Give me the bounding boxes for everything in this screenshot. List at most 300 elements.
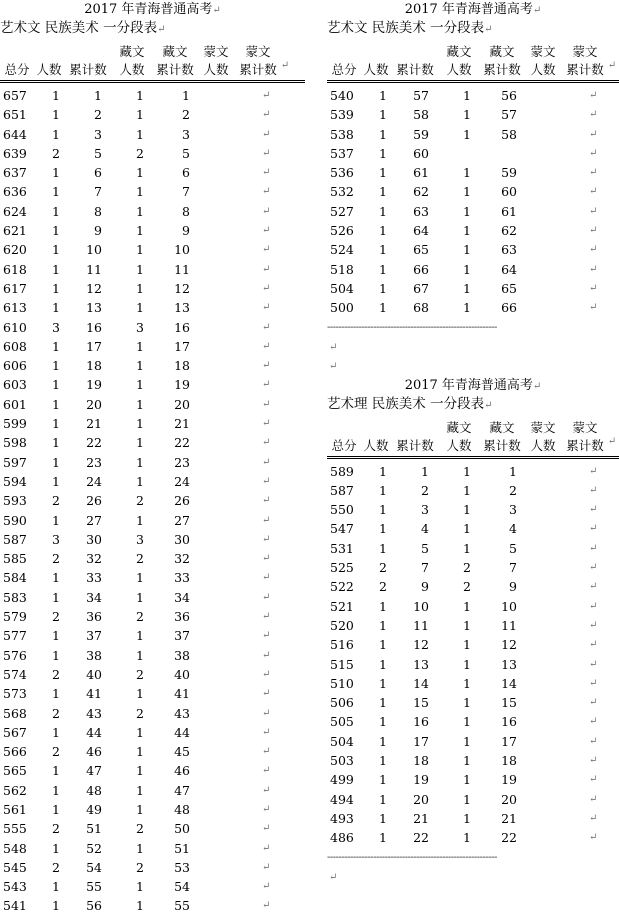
cell-tibetan-count: 1	[136, 203, 144, 219]
table-row	[327, 519, 619, 538]
cell-total-score: 566	[3, 744, 27, 760]
cell-count: 2	[52, 609, 60, 625]
cell-total-score: 590	[3, 512, 27, 528]
table-row	[0, 298, 305, 317]
cell-tibetan-cumulative: 44	[174, 724, 190, 740]
cell-count: 1	[52, 223, 60, 239]
cell-count: 1	[52, 377, 60, 393]
paragraph-mark: ↵	[589, 677, 598, 689]
paragraph-mark: ↵	[589, 755, 598, 767]
paragraph-mark: ↵	[262, 591, 271, 603]
cell-tibetan-cumulative: 34	[174, 589, 190, 605]
cell-tibetan-cumulative: 19	[501, 772, 517, 788]
table-body	[327, 462, 619, 848]
cell-tibetan-cumulative: 41	[174, 686, 190, 702]
table-row	[327, 635, 619, 654]
cell-tibetan-count: 1	[136, 107, 144, 123]
cell-count: 1	[52, 686, 60, 702]
cell-cumulative: 5	[421, 540, 429, 556]
table-row	[0, 819, 305, 838]
paragraph-mark: ↵	[262, 475, 271, 487]
cell-total-score: 494	[330, 791, 354, 807]
cell-cumulative: 8	[94, 203, 102, 219]
cell-total-score: 550	[330, 502, 354, 518]
paragraph-mark: ↵	[589, 600, 598, 612]
cell-total-score: 644	[3, 126, 27, 142]
cell-tibetan-count: 1	[463, 810, 471, 826]
table-row	[0, 626, 305, 645]
header-total-score: 总分	[4, 62, 30, 77]
cell-tibetan-cumulative: 21	[501, 810, 517, 826]
header-mongol-cumulative: 累计数	[566, 62, 604, 77]
cell-cumulative: 16	[86, 319, 102, 335]
header-mongol-cum-top: 蒙文	[572, 44, 598, 59]
table-title: 2017 年青海普通高考↵	[404, 377, 542, 393]
cell-count: 1	[379, 540, 387, 556]
paragraph-mark: ↵	[262, 553, 271, 565]
cell-count: 1	[379, 617, 387, 633]
cell-total-score: 521	[330, 598, 354, 614]
table-row	[0, 163, 305, 182]
cell-tibetan-count: 1	[463, 184, 471, 200]
paragraph-mark: ↵	[262, 128, 271, 140]
table-row	[0, 433, 305, 452]
table-title: 2017 年青海普通高考↵	[84, 2, 221, 17]
cell-cumulative: 13	[86, 300, 102, 316]
cell-tibetan-count: 1	[463, 261, 471, 277]
table-row	[0, 395, 305, 414]
cell-total-score: 567	[3, 724, 27, 740]
header-mongol-count: 人数	[530, 437, 556, 453]
cell-total-score: 486	[330, 830, 354, 846]
cell-cumulative: 17	[413, 733, 429, 749]
cell-total-score: 547	[330, 521, 354, 537]
cell-tibetan-count: 1	[136, 686, 144, 702]
cell-total-score: 506	[330, 695, 354, 711]
paragraph-mark: ↵	[262, 398, 271, 410]
table-row	[327, 674, 619, 693]
cell-tibetan-count: 1	[136, 280, 144, 296]
cell-tibetan-cumulative: 55	[174, 898, 190, 914]
cell-tibetan-cumulative: 14	[501, 675, 517, 691]
cell-tibetan-count: 1	[463, 695, 471, 711]
cell-count: 1	[379, 107, 387, 123]
table-row	[0, 568, 305, 587]
paragraph-mark: ↵	[262, 205, 271, 217]
table-row	[0, 375, 305, 394]
cell-tibetan-count: 1	[136, 512, 144, 528]
cell-tibetan-count: 1	[463, 540, 471, 556]
cell-total-score: 608	[3, 338, 27, 354]
cell-total-score: 500	[330, 300, 354, 316]
paragraph-mark: ↵	[262, 630, 271, 642]
cell-tibetan-cumulative: 54	[174, 879, 190, 895]
cell-tibetan-count: 2	[136, 609, 144, 625]
cell-count: 1	[379, 280, 387, 296]
empty-paragraph: ↵	[329, 341, 338, 353]
cell-count: 1	[379, 502, 387, 518]
table-row	[327, 597, 619, 616]
cell-tibetan-count: 1	[463, 772, 471, 788]
cell-total-score: 526	[330, 223, 354, 239]
paragraph-mark: ↵	[262, 803, 271, 815]
cell-cumulative: 1	[421, 463, 429, 479]
cell-tibetan-cumulative: 15	[501, 695, 517, 711]
cell-cumulative: 18	[86, 358, 102, 374]
cell-total-score: 621	[3, 223, 27, 239]
cell-cumulative: 7	[421, 560, 429, 576]
cell-count: 1	[379, 810, 387, 826]
table-row	[327, 577, 619, 596]
table-row	[0, 723, 305, 742]
cell-tibetan-count: 1	[463, 598, 471, 614]
cell-total-score: 527	[330, 203, 354, 219]
header-count: 人数	[363, 62, 389, 77]
cell-cumulative: 51	[86, 821, 102, 837]
paragraph-mark: ↵	[262, 282, 271, 294]
cell-count: 2	[379, 560, 387, 576]
cell-tibetan-cumulative: 13	[174, 300, 190, 316]
cell-tibetan-count: 1	[136, 454, 144, 470]
cell-tibetan-count: 1	[463, 223, 471, 239]
paragraph-mark: ↵	[589, 716, 598, 728]
cell-cumulative: 34	[86, 589, 102, 605]
paragraph-mark: ↵	[262, 746, 271, 758]
table-row	[327, 655, 619, 674]
cell-count: 1	[379, 463, 387, 479]
cell-tibetan-cumulative: 63	[501, 242, 517, 258]
paragraph-mark: ↵	[589, 542, 598, 554]
cell-tibetan-count: 1	[136, 724, 144, 740]
table-row	[327, 770, 619, 789]
table-row	[327, 828, 619, 847]
cell-total-score: 520	[330, 617, 354, 633]
cell-tibetan-count: 1	[463, 280, 471, 296]
cell-count: 1	[52, 647, 60, 663]
cell-count: 1	[52, 879, 60, 895]
cell-count: 1	[52, 898, 60, 914]
table-row	[327, 500, 619, 519]
table-row	[0, 491, 305, 510]
paragraph-mark: ↵	[589, 465, 598, 477]
table-row	[0, 761, 305, 780]
cell-count: 1	[52, 165, 60, 181]
cell-tibetan-count: 1	[463, 617, 471, 633]
cell-total-score: 531	[330, 540, 354, 556]
cell-count: 1	[379, 482, 387, 498]
cell-tibetan-cumulative: 46	[174, 763, 190, 779]
cell-tibetan-count: 1	[463, 753, 471, 769]
cell-tibetan-cumulative: 23	[174, 454, 190, 470]
cell-total-score: 599	[3, 416, 27, 432]
cell-cumulative: 57	[413, 88, 429, 103]
cell-tibetan-count: 1	[463, 675, 471, 691]
cell-tibetan-count: 1	[463, 300, 471, 316]
cell-count: 1	[52, 300, 60, 316]
header-mongol-count-top: 蒙文	[203, 44, 229, 59]
table-header: 藏文 藏文 蒙文 蒙文 总分 人数 累计数 人数 累计数 人数 累计数 ↵	[0, 38, 305, 80]
cell-tibetan-cumulative: 2	[509, 482, 517, 498]
table-row	[0, 607, 305, 626]
cell-cumulative: 27	[86, 512, 102, 528]
cell-cumulative: 40	[86, 666, 102, 682]
cell-tibetan-cumulative: 3	[182, 126, 190, 142]
cell-tibetan-cumulative: 9	[182, 223, 190, 239]
cell-total-score: 562	[3, 782, 27, 798]
paragraph-mark: ↵	[262, 823, 271, 835]
paragraph-mark: ↵	[589, 186, 598, 198]
cell-tibetan-cumulative: 57	[501, 107, 517, 123]
cell-tibetan-count: 1	[136, 223, 144, 239]
cell-tibetan-count: 1	[136, 782, 144, 798]
paragraph-mark: ↵	[589, 581, 598, 593]
cell-cumulative: 16	[413, 714, 429, 730]
cell-tibetan-count: 1	[136, 801, 144, 817]
cell-cumulative: 22	[413, 830, 429, 846]
cell-tibetan-count: 1	[463, 107, 471, 123]
cell-count: 1	[52, 107, 60, 123]
cell-cumulative: 5	[94, 145, 102, 161]
paragraph-mark: ↵	[589, 793, 598, 805]
cell-total-score: 601	[3, 396, 27, 412]
table-row	[327, 260, 619, 279]
paragraph-mark: ↵	[262, 649, 271, 661]
cell-count: 1	[379, 242, 387, 258]
table-header: 藏文 藏文 蒙文 蒙文 总分 人数 累计数 人数 累计数 人数 累计数 ↵	[327, 38, 619, 80]
header-mongol-count: 人数	[530, 62, 556, 77]
paragraph-mark: ↵	[589, 244, 598, 256]
cell-count: 2	[379, 579, 387, 595]
header-mongol-count: 人数	[203, 62, 229, 77]
cell-cumulative: 19	[413, 772, 429, 788]
header-tibetan-cum-top: 藏文	[489, 419, 515, 435]
cell-count: 2	[52, 744, 60, 760]
paragraph-mark: ↵	[262, 726, 271, 738]
table-row	[0, 202, 305, 221]
cell-tibetan-cumulative: 17	[174, 338, 190, 354]
header-tibetan-count-top: 藏文	[446, 44, 472, 59]
cell-cumulative: 10	[413, 598, 429, 614]
cell-total-score: 573	[3, 686, 27, 702]
cell-tibetan-cumulative: 32	[174, 551, 190, 567]
cell-tibetan-cumulative: 48	[174, 801, 190, 817]
cell-tibetan-cumulative: 45	[174, 744, 190, 760]
cell-total-score: 657	[3, 88, 27, 103]
paragraph-mark: ↵	[262, 784, 271, 796]
cell-tibetan-cumulative: 11	[174, 261, 190, 277]
header-tibetan-count: 人数	[119, 62, 145, 77]
header-cumulative: 累计数	[396, 62, 434, 77]
cell-total-score: 504	[330, 280, 354, 296]
cell-cumulative: 4	[421, 521, 429, 537]
cell-cumulative: 56	[86, 898, 102, 914]
left-score-table	[0, 0, 305, 916]
paragraph-mark: ↵	[262, 861, 271, 873]
cell-count: 2	[52, 705, 60, 721]
cell-tibetan-count: 1	[136, 647, 144, 663]
cell-total-score: 504	[330, 733, 354, 749]
table-row	[0, 742, 305, 761]
table-row	[0, 337, 305, 356]
cell-count: 1	[52, 763, 60, 779]
paragraph-mark: ↵	[589, 774, 598, 786]
cell-tibetan-count: 1	[136, 879, 144, 895]
cell-tibetan-count: 2	[463, 579, 471, 595]
cell-cumulative: 62	[413, 184, 429, 200]
cell-total-score: 516	[330, 637, 354, 653]
cell-total-score: 606	[3, 358, 27, 374]
cell-tibetan-cumulative: 60	[501, 184, 517, 200]
cell-count: 1	[379, 695, 387, 711]
cell-count: 2	[52, 145, 60, 161]
cell-tibetan-count: 1	[136, 261, 144, 277]
table-title: 2017 年青海普通高考↵	[404, 2, 542, 17]
cell-cumulative: 58	[413, 107, 429, 123]
header-mongol-cumulative: 累计数	[566, 437, 604, 453]
cell-count: 1	[52, 840, 60, 856]
cell-count: 1	[379, 184, 387, 200]
cell-cumulative: 36	[86, 609, 102, 625]
table-row	[327, 279, 619, 298]
cell-count: 1	[52, 126, 60, 142]
table-row	[0, 858, 305, 877]
cell-tibetan-count: 1	[136, 416, 144, 432]
cell-tibetan-cumulative: 7	[182, 184, 190, 200]
cell-count: 1	[52, 416, 60, 432]
table-row	[0, 182, 305, 201]
cell-tibetan-count: 1	[463, 733, 471, 749]
cell-tibetan-count: 3	[136, 319, 144, 335]
header-tibetan-count-top: 藏文	[119, 44, 145, 59]
paragraph-mark: ↵	[262, 881, 271, 893]
cell-cumulative: 2	[421, 482, 429, 498]
cell-total-score: 579	[3, 609, 27, 625]
cell-total-score: 593	[3, 493, 27, 509]
paragraph-mark: ↵	[262, 456, 271, 468]
cell-total-score: 594	[3, 473, 27, 489]
cell-count: 1	[52, 358, 60, 374]
table-row	[327, 105, 619, 124]
cell-tibetan-cumulative: 18	[174, 358, 190, 374]
cell-tibetan-count: 1	[136, 165, 144, 181]
paragraph-mark: ↵	[589, 619, 598, 631]
cell-total-score: 548	[3, 840, 27, 856]
cell-total-score: 524	[330, 242, 354, 258]
cell-tibetan-cumulative: 64	[501, 261, 517, 277]
cell-cumulative: 61	[413, 165, 429, 181]
table-row	[0, 105, 305, 124]
cell-count: 1	[52, 435, 60, 451]
table-row	[0, 588, 305, 607]
cell-count: 1	[52, 724, 60, 740]
cell-total-score: 585	[3, 551, 27, 567]
cell-tibetan-count: 2	[136, 493, 144, 509]
cell-tibetan-count: 1	[463, 126, 471, 142]
cell-tibetan-count: 1	[463, 88, 471, 103]
cell-count: 1	[52, 782, 60, 798]
cell-total-score: 577	[3, 628, 27, 644]
cell-total-score: 541	[3, 898, 27, 914]
paragraph-mark: ↵	[589, 832, 598, 844]
cell-total-score: 587	[3, 531, 27, 547]
paragraph-mark: ↵	[262, 360, 271, 372]
cell-count: 1	[379, 598, 387, 614]
table-row	[327, 539, 619, 558]
cell-cumulative: 59	[413, 126, 429, 142]
cell-cumulative: 46	[86, 744, 102, 760]
cell-count: 1	[379, 521, 387, 537]
cell-cumulative: 47	[86, 763, 102, 779]
table-row	[0, 318, 305, 337]
paragraph-mark: ↵	[262, 572, 271, 584]
cell-total-score: 624	[3, 203, 27, 219]
cell-tibetan-count: 1	[136, 435, 144, 451]
table-row	[327, 125, 619, 144]
cell-tibetan-cumulative: 22	[174, 435, 190, 451]
cell-total-score: 568	[3, 705, 27, 721]
cell-cumulative: 55	[86, 879, 102, 895]
table-row	[0, 414, 305, 433]
paragraph-mark: ↵	[262, 495, 271, 507]
header-mongol-cum-top: 蒙文	[245, 44, 271, 59]
cell-total-score: 540	[330, 88, 354, 103]
cell-cumulative: 12	[413, 637, 429, 653]
cell-total-score: 618	[3, 261, 27, 277]
cell-count: 1	[379, 203, 387, 219]
cell-count: 1	[379, 165, 387, 181]
cell-cumulative: 11	[413, 617, 429, 633]
cell-total-score: 499	[330, 772, 354, 788]
paragraph-mark: ↵	[589, 109, 598, 121]
paragraph-mark: ↵	[262, 842, 271, 854]
cell-tibetan-cumulative: 33	[174, 570, 190, 586]
cell-total-score: 597	[3, 454, 27, 470]
paragraph-mark: ↵	[262, 611, 271, 623]
cell-tibetan-count: 1	[463, 502, 471, 518]
cell-tibetan-count: 1	[136, 473, 144, 489]
table-row	[327, 751, 619, 770]
cell-cumulative: 6	[94, 165, 102, 181]
cell-count: 1	[379, 791, 387, 807]
header-mongol-cumulative: 累计数	[239, 62, 277, 77]
paragraph-mark: ↵	[589, 302, 598, 314]
table-row	[0, 530, 305, 549]
header-count: 人数	[36, 62, 62, 77]
paragraph-mark: ↵	[262, 90, 271, 101]
cell-tibetan-cumulative: 43	[174, 705, 190, 721]
header-tibetan-count: 人数	[446, 62, 472, 77]
cell-count: 1	[379, 675, 387, 691]
paragraph-mark: ↵	[589, 263, 598, 275]
cell-tibetan-count: 1	[136, 396, 144, 412]
table-row	[327, 712, 619, 731]
paragraph-mark: ↵	[262, 707, 271, 719]
cell-total-score: 565	[3, 763, 27, 779]
table-row	[0, 125, 305, 144]
header-mongol-cum-top: 蒙文	[572, 419, 598, 435]
cell-count: 1	[379, 261, 387, 277]
cell-total-score: 613	[3, 300, 27, 316]
cell-cumulative: 9	[421, 579, 429, 595]
cell-count: 1	[52, 473, 60, 489]
cell-tibetan-cumulative: 17	[501, 733, 517, 749]
cell-tibetan-count: 1	[136, 628, 144, 644]
table-row	[327, 558, 619, 577]
cell-cumulative: 66	[413, 261, 429, 277]
cell-cumulative: 11	[86, 261, 102, 277]
paragraph-mark: ↵	[262, 900, 271, 912]
cell-cumulative: 7	[94, 184, 102, 200]
